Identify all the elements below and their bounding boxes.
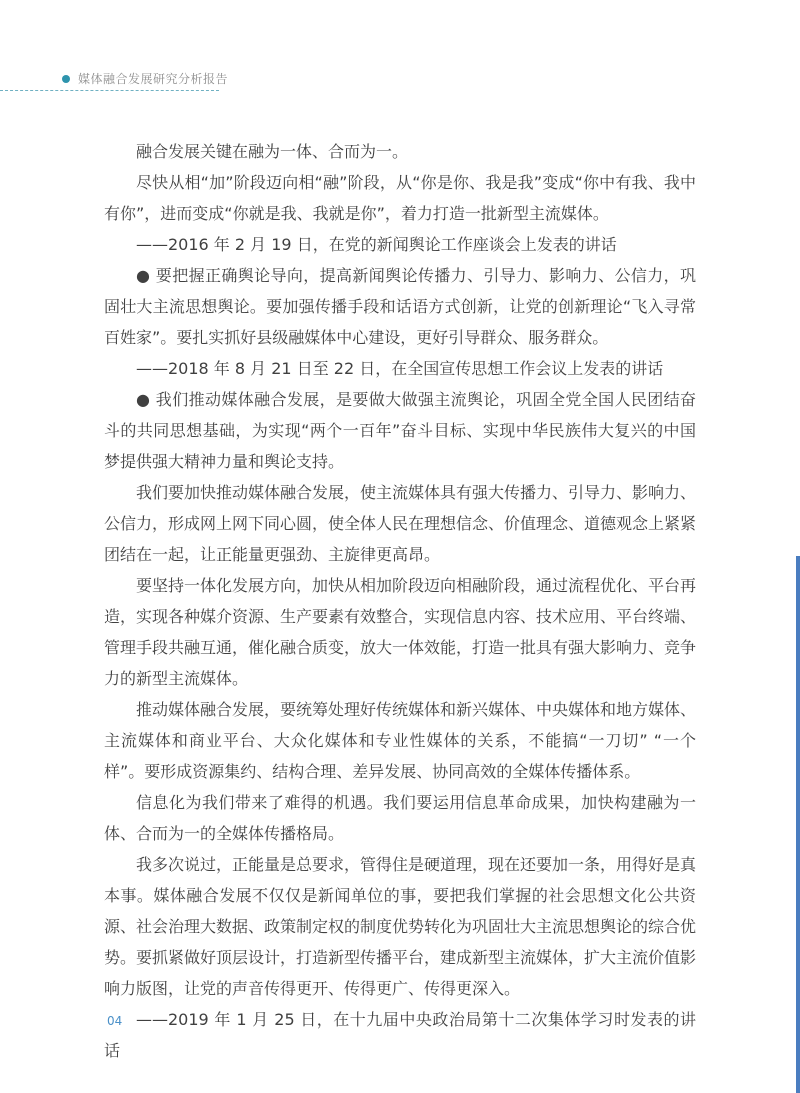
paragraph: 要坚持一体化发展方向，加快从相加阶段迈向相融阶段，通过流程优化、平台再造，实现各种媒介资源、生产要素有效整合，实现信息内容、技术应用、平台终端、管理手段共融互通，催化融合质变，放大一体效能，打造一批具有强大影响力、竞争力的新型主流媒体。 — [104, 576, 697, 688]
quote-attribution: ——2016 年 2 月 19 日，在党的新闻舆论工作座谈会上发表的讲话 — [136, 235, 617, 254]
bulleted-paragraph: ● 要把握正确舆论导向，提高新闻舆论传播力、引导力、影响力、公信力，巩固壮大主流思想舆论。要加强传播手段和话语方式创新，让党的创新理论“飞入寻常百姓家”。要扎实抓好县级融媒体中心建设，更好引导群众、服务群众。 — [104, 266, 696, 347]
paragraph: 融合发展关键在融为一体、合而为一。 — [136, 142, 409, 161]
paragraph: 信息化为我们带来了难得的机遇。我们要运用信息革命成果，加快构建融为一体、合而为一的全媒体传播格局。 — [104, 793, 696, 843]
header-dashed-rule — [0, 90, 219, 91]
right-edge-accent-bar — [796, 556, 800, 1093]
quote-attribution: ——2019 年 1 月 25 日，在十九届中央政治局第十二次集体学习时发表的讲话 — [104, 1010, 696, 1060]
page-number: 04 — [107, 1014, 123, 1028]
body-text-block — [104, 136, 696, 1066]
bulleted-paragraph: ● 我们推动媒体融合发展，是要做大做强主流舆论，巩固全党全国人民团结奋斗的共同思想基础，为实现“两个一百年”奋斗目标、实现中华民族伟大复兴的中国梦提供强大精神力量和舆论支持。 — [104, 390, 696, 471]
quote-attribution: ——2018 年 8 月 21 日至 22 日，在全国宣传思想工作会议上发表的讲话 — [136, 359, 664, 378]
report-title: 媒体融合发展研究分析报告 — [78, 72, 229, 86]
running-header — [62, 70, 228, 87]
paragraph: 尽快从相“加”阶段迈向相“融”阶段，从“你是你、我是我”变成“你中有我、我中有你”，进而变成“你就是我、我就是你”，着力打造一批新型主流媒体。 — [104, 173, 696, 223]
paragraph: 推动媒体融合发展，要统筹处理好传统媒体和新兴媒体、中央媒体和地方媒体、主流媒体和商业平台、大众化媒体和专业性媒体的关系，不能搞“一刀切” “一个样”。要形成资源集约、结构合理、差异发展、协同高效的全媒体传播体系。 — [104, 700, 697, 781]
header-bullet-icon — [62, 75, 70, 83]
paragraph: 我多次说过，正能量是总要求，管得住是硬道理，现在还要加一条，用得好是真本事。媒体融合发展不仅仅是新闻单位的事，要把我们掌握的社会思想文化公共资源、社会治理大数据、政策制定权的制度优势转化为巩固壮大主流思想舆论的综合优势。要抓紧做好顶层设计，打造新型传播平台，建成新型主流媒体，扩大主流价值影响力版图，让党的声音传得更开、传得更广、传得更深入。 — [104, 855, 697, 998]
paragraph: 我们要加快推动媒体融合发展，使主流媒体具有强大传播力、引导力、影响力、公信力，形成网上网下同心圆，使全体人民在理想信念、价值理念、道德观念上紧紧团结在一起，让正能量更强劲、主旋律更高昂。 — [104, 483, 697, 564]
